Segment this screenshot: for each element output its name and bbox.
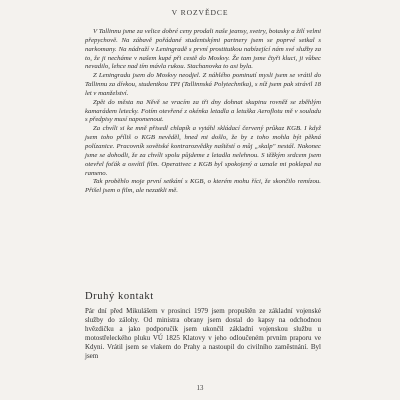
paragraph: Tak proběhlo moje první setkání s KGB, o kterém mohu říci, že skončilo remízou. Přišel jsem o film, ale nezatkli mě. xyxy=(85,178,321,195)
roman-text-block xyxy=(85,307,321,360)
paragraph: Zpět do města na Něvě se vracím za tři dny dohnat skupinu rovněž se zběhlým kamarádem letecky. Fotím otevřené z okénka letadla a letuška Aeroflotu mě v souladu s předpisy musí napomenout. xyxy=(85,98,321,124)
italic-text-block xyxy=(85,28,321,196)
paragraph: Za chvíli si ke mně přisedl chlapík a vytáhl skládací červený průkaz KGB. I když jsem toho příliš o KGB nevěděl, hned mi došlo, že by z toho mohla být pěkná polízanice. Pracovník sovětské kontrarozvědky naštěstí o můj „skalp" nestál. Nakonec jsme se dohodli, že za chvíli spolu půjdeme z letadla nelehnou. S těžkým srdcem jsem otevřel foťák a osvítil film. Operativec z KGB byl spokojený a uznale mi poklepal na rameno. xyxy=(85,125,321,177)
paragraph: V Tallinnu jsme za velice dobré ceny prodali naše jeansy, svetry, botasky a žilí velmi přepychově. Na zábavě pořádané studentskými partnery jsem se poprvé setkal s narkomany. Na nádraží v Leningradě s první prostitutkou nabízející nám své služby za to, že ji necháme v našem kupé při cestě do Moskvy. Že tam jsme čtyři kluci, ji vůbec nevadilo, lehce nad tím mávla rukou. Stachanovka to asi byla. xyxy=(85,28,321,71)
page-number: 13 xyxy=(196,385,204,392)
paragraph: Pár dní před Mikulášem v prosinci 1979 jsem propuštěn ze základní vojenské služby do zálohy. Od ministra obrany jsem dostal do kapsy na odchodnou hvězdičku a jako podporučík jsem ukončil základní vojenskou službu u motostřeleckého pluku VÚ 1825 Klatovy v jeho odloučeném prvním praporu ve Kdyni. Vrátil jsem se vlakem do Prahy a nastoupil do civilního zaměstnání. Byl jsem xyxy=(85,307,321,360)
section-heading: Druhý kontakt xyxy=(85,291,154,302)
paragraph: Z Leningradu jsem do Moskvy neodjel. Z náhlého pominutí mysli jsem se vrátil do Tallinnu za dívkou, studentkou TPI (Tallinnská Polytechnika), s níž jsem pak strávil 18 let v manželství. xyxy=(85,72,321,97)
running-head: V ROZVĚDCE xyxy=(171,8,229,17)
